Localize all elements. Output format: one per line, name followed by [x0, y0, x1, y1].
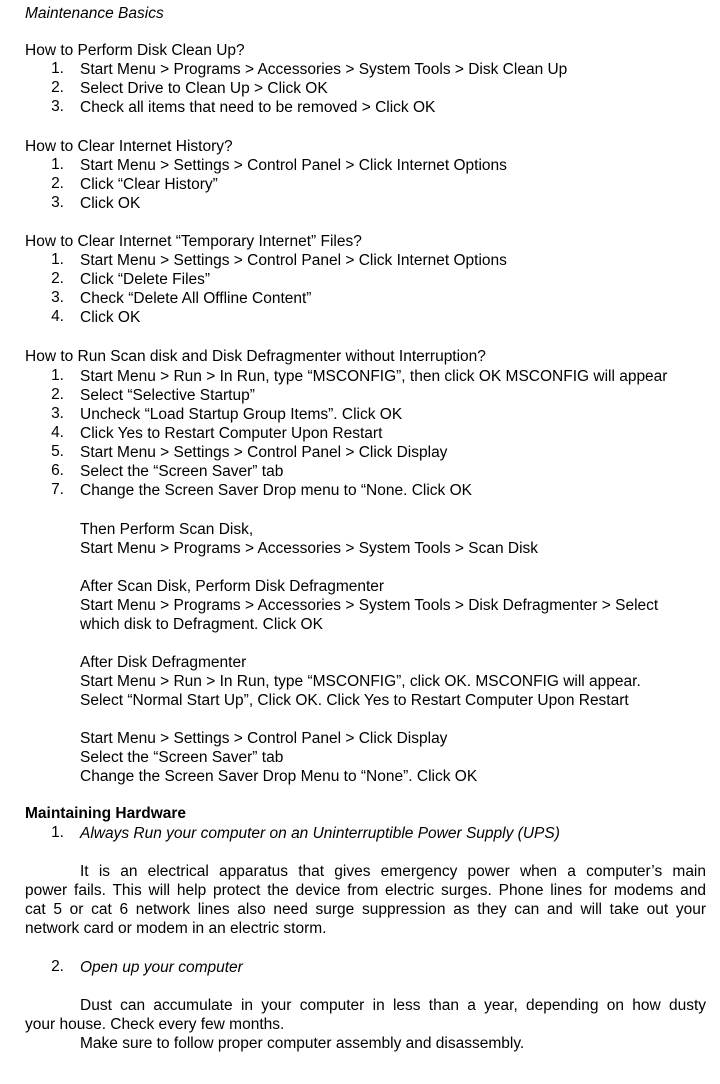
list-item: Uncheck “Load Startup Group Items”. Click OK [80, 406, 403, 423]
after-defrag-line2: Select “Normal Start Up”, Click OK. Click Yes to Restart Computer Upon Restart [80, 692, 629, 709]
list-number: 4. [51, 308, 64, 325]
list-number: 2. [51, 386, 64, 403]
ups-paragraph-line3: cat 5 or cat 6 network lines also need surge suppression as they can and will take out your [25, 901, 706, 918]
list-number: 1. [51, 367, 64, 384]
hardware-item2-title: Open up your computer [80, 959, 243, 976]
list-number: 5. [51, 443, 64, 460]
section4-heading: How to Run Scan disk and Disk Defragmenter without Interruption? [25, 348, 486, 365]
ups-paragraph-line1: It is an electrical apparatus that gives emergency power when a computer’s main [80, 863, 706, 880]
section2-heading: How to Clear Internet History? [25, 138, 233, 155]
scan-disk-path: Start Menu > Programs > Accessories > System Tools > Scan Disk [80, 540, 539, 557]
list-number: 4. [51, 424, 64, 441]
list-number: 3. [51, 98, 64, 115]
list-number: 3. [51, 194, 64, 211]
list-item: Check “Delete All Offline Content” [80, 290, 312, 307]
list-item: Start Menu > Run > In Run, type “MSCONFIG”, then click OK MSCONFIG will appear [80, 368, 668, 385]
defrag-path-line2: which disk to Defragment. Click OK [80, 616, 323, 633]
list-item: Start Menu > Programs > Accessories > System Tools > Disk Clean Up [80, 61, 568, 78]
dust-paragraph-line1: Dust can accumulate in your computer in less than a year, depending on how dusty [80, 997, 706, 1014]
dust-paragraph-line3: Make sure to follow proper computer assembly and disassembly. [80, 1035, 525, 1052]
list-item: Change the Screen Saver Drop menu to “None. Click OK [80, 482, 472, 499]
list-item: Start Menu > Settings > Control Panel > Click Internet Options [80, 157, 507, 174]
list-number: 3. [51, 289, 64, 306]
list-item: Click OK [80, 195, 141, 212]
section1-heading: How to Perform Disk Clean Up? [25, 42, 245, 59]
final-step-line1: Start Menu > Settings > Control Panel > Click Display [80, 730, 448, 747]
list-item: Select “Selective Startup” [80, 387, 255, 404]
list-item: Click “Delete Files” [80, 271, 211, 288]
final-step-line2: Select the “Screen Saver” tab [80, 749, 284, 766]
list-item: Check all items that need to be removed > Click OK [80, 99, 436, 116]
list-item: Click “Clear History” [80, 176, 218, 193]
hardware-heading: Maintaining Hardware [25, 805, 187, 822]
list-number: 2. [51, 958, 64, 975]
final-step-line3: Change the Screen Saver Drop Menu to “None”. Click OK [80, 768, 478, 785]
list-number: 3. [51, 405, 64, 422]
dust-paragraph-line2: your house. Check every few months. [25, 1016, 285, 1033]
section3-heading: How to Clear Internet “Temporary Internet” Files? [25, 233, 362, 250]
list-item: Start Menu > Settings > Control Panel > Click Display [80, 444, 448, 461]
ups-paragraph-line4: network card or modem in an electric storm. [25, 920, 327, 937]
list-number: 2. [51, 79, 64, 96]
list-number: 1. [51, 824, 64, 841]
list-number: 2. [51, 175, 64, 192]
list-number: 1. [51, 156, 64, 173]
defrag-title: After Scan Disk, Perform Disk Defragmenter [80, 578, 385, 595]
after-defrag-line1: Start Menu > Run > In Run, type “MSCONFIG”, click OK. MSCONFIG will appear. [80, 673, 641, 690]
after-defrag-title: After Disk Defragmenter [80, 654, 247, 671]
page-title: Maintenance Basics [25, 5, 164, 22]
scan-disk-title: Then Perform Scan Disk, [80, 521, 254, 538]
list-item: Select the “Screen Saver” tab [80, 463, 284, 480]
defrag-path-line1: Start Menu > Programs > Accessories > System Tools > Disk Defragmenter > Select [80, 597, 659, 614]
ups-paragraph-line2: power fails. This will help protect the device from electric surges. Phone lines for modems and [25, 882, 706, 899]
list-item: Start Menu > Settings > Control Panel > Click Internet Options [80, 252, 507, 269]
hardware-item1-title: Always Run your computer on an Uninterruptible Power Supply (UPS) [80, 825, 560, 842]
list-number: 7. [51, 481, 64, 498]
list-number: 6. [51, 462, 64, 479]
list-number: 2. [51, 270, 64, 287]
list-item: Click Yes to Restart Computer Upon Restart [80, 425, 383, 442]
list-item: Select Drive to Clean Up > Click OK [80, 80, 328, 97]
list-number: 1. [51, 251, 64, 268]
list-number: 1. [51, 60, 64, 77]
list-item: Click OK [80, 309, 141, 326]
